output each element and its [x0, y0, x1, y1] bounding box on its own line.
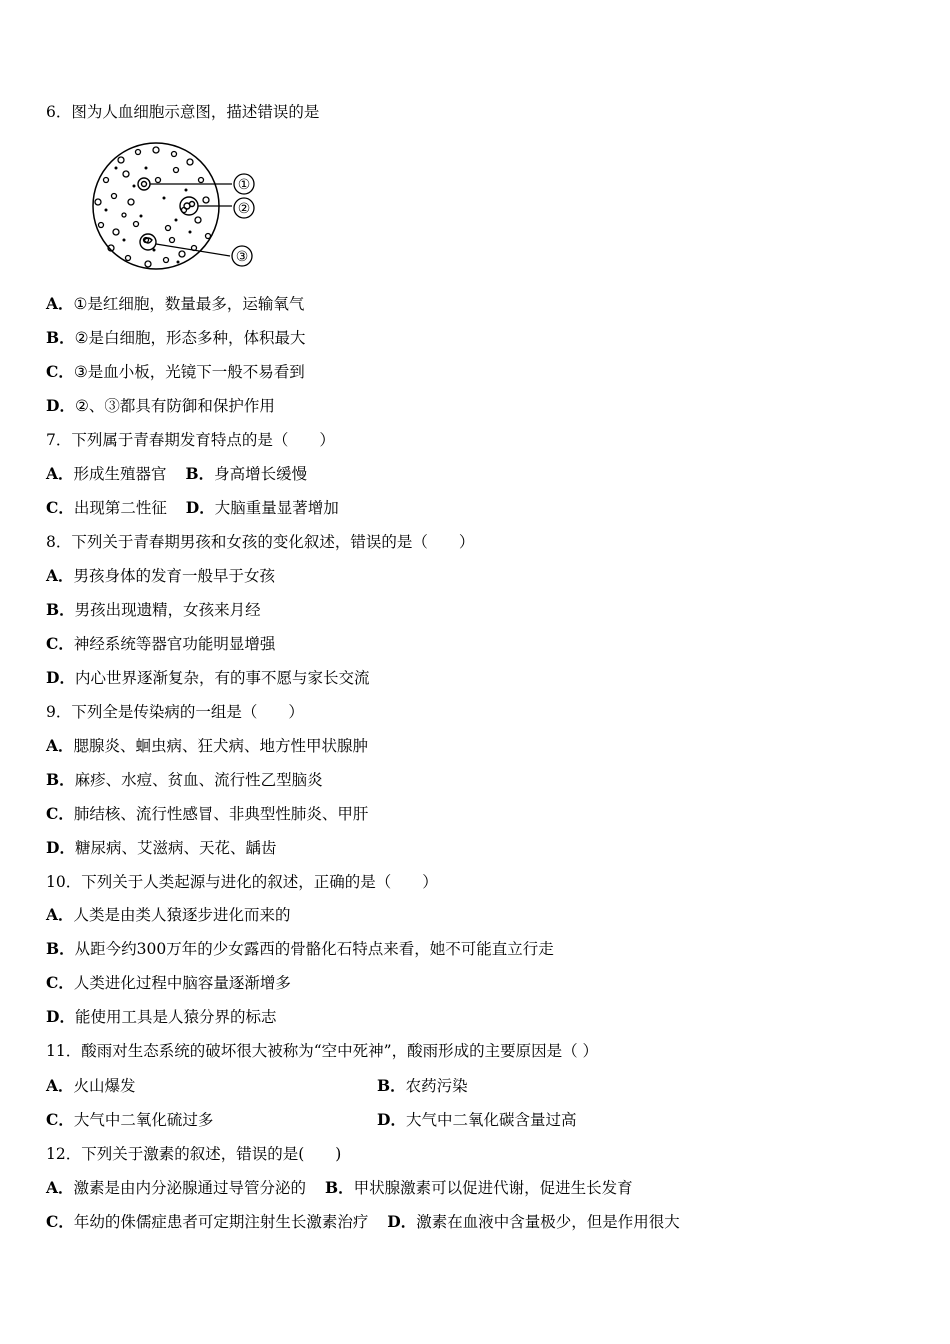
- q12-row-1: [46, 1178, 633, 1198]
- q10-option-c[interactable]: [46, 973, 291, 993]
- option-text: 糖尿病、艾滋病、天花、龋齿: [74, 839, 277, 857]
- q8-stem: 8．下列关于青春期男孩和女孩的变化叙述，错误的是（ ）: [46, 533, 475, 551]
- q7-option-c[interactable]: [46, 499, 167, 517]
- q9-option-d[interactable]: [46, 838, 276, 858]
- q10-option-b[interactable]: [46, 939, 554, 959]
- q6-stem: 6．图为人血细胞示意图，描述错误的是: [46, 103, 320, 121]
- option-key: C．: [46, 498, 74, 517]
- option-key: D．: [46, 1007, 75, 1026]
- option-text: 腮腺炎、蛔虫病、狂犬病、地方性甲状腺肿: [73, 737, 369, 755]
- option-key: C．: [46, 1110, 74, 1129]
- option-key: D．: [46, 668, 75, 687]
- option-text: ②、③都具有防御和保护作用: [74, 397, 275, 415]
- option-key: A．: [46, 464, 74, 483]
- option-text: 男孩身体的发育一般早于女孩: [73, 567, 276, 585]
- option-key: C．: [46, 634, 74, 653]
- q10-stem: 10．下列关于人类起源与进化的叙述，正确的是（ ）: [46, 873, 438, 891]
- q9-stem: 9．下列全是传染病的一组是（ ）: [46, 703, 304, 721]
- option-text: ③是血小板，光镜下一般不易看到: [73, 363, 305, 381]
- option-text: 人类进化过程中脑容量逐渐增多: [73, 974, 291, 992]
- option-text: 内心世界逐渐复杂，有的事不愿与家长交流: [74, 669, 370, 687]
- option-text: ①是红细胞，数量最多，运输氧气: [73, 295, 305, 313]
- q12-stem: 12．下列关于激素的叙述，错误的是( ): [46, 1145, 342, 1163]
- q11-option-a[interactable]: [46, 1076, 136, 1096]
- option-key: C．: [46, 362, 74, 381]
- option-key: B．: [46, 770, 75, 789]
- option-text: 甲状腺激素可以促进代谢，促进生长发育: [353, 1179, 633, 1197]
- option-key: A．: [46, 905, 74, 924]
- q11-option-b[interactable]: [377, 1076, 468, 1096]
- q7-row-2: [46, 498, 339, 518]
- option-key: B．: [377, 1076, 406, 1095]
- q7-option-b[interactable]: [185, 465, 307, 483]
- q8-option-b[interactable]: [46, 600, 261, 620]
- q6-option-b[interactable]: [46, 328, 306, 348]
- q12-row-2: [46, 1212, 680, 1232]
- q12-option-c[interactable]: [46, 1213, 368, 1231]
- q9-option-a[interactable]: [46, 736, 368, 756]
- q8-option-a[interactable]: [46, 566, 275, 586]
- option-text: 大气中二氧化硫过多: [73, 1111, 214, 1129]
- q7-option-d[interactable]: [186, 499, 339, 517]
- q7-option-a[interactable]: [46, 465, 167, 483]
- option-text: 年幼的侏儒症患者可定期注射生长激素治疗: [73, 1213, 369, 1231]
- option-text: 从距今约300万年的少女露西的骨骼化石特点来看，她不可能直立行走: [74, 940, 554, 958]
- q6-option-a[interactable]: [46, 294, 304, 314]
- option-key: C．: [46, 973, 74, 992]
- option-key: A．: [46, 1178, 74, 1197]
- option-key: B．: [46, 939, 75, 958]
- option-key: B．: [324, 1178, 354, 1197]
- option-text: 男孩出现遗精，女孩来月经: [74, 601, 261, 619]
- option-key: D．: [46, 396, 75, 415]
- option-key: A．: [46, 736, 74, 755]
- option-text: 肺结核、流行性感冒、非典型性肺炎、甲肝: [73, 805, 369, 823]
- q12-option-d[interactable]: [387, 1213, 679, 1231]
- option-text: ②是白细胞，形态多种，体积最大: [74, 329, 306, 347]
- option-text: 麻疹、水痘、贫血、流行性乙型脑炎: [74, 771, 323, 789]
- option-text: 激素是由内分泌腺通过导管分泌的: [73, 1179, 307, 1197]
- label-2: ②: [237, 201, 251, 217]
- q12-option-b[interactable]: [325, 1179, 633, 1197]
- option-key: D．: [377, 1110, 406, 1129]
- option-text: 神经系统等器官功能明显增强: [73, 635, 276, 653]
- option-text: 农药污染: [405, 1077, 468, 1095]
- q7-stem: 7．下列属于青春期发育特点的是（ ）: [46, 431, 335, 449]
- option-text: 身高增长缓慢: [214, 465, 308, 483]
- option-key: A．: [46, 1076, 74, 1095]
- label-1: ①: [237, 177, 251, 193]
- q6-option-c[interactable]: [46, 362, 305, 382]
- option-text: 大气中二氧化碳含量过高: [405, 1111, 577, 1129]
- q8-option-d[interactable]: [46, 668, 369, 688]
- option-key: B．: [46, 328, 75, 347]
- label-3: ③: [235, 249, 249, 265]
- option-key: C．: [46, 804, 74, 823]
- blood-smear-diagram: [86, 140, 266, 275]
- q12-option-a[interactable]: [46, 1179, 306, 1197]
- option-key: D．: [387, 1212, 417, 1231]
- q11-option-d[interactable]: [377, 1110, 576, 1130]
- q9-option-c[interactable]: [46, 804, 368, 824]
- q10-option-a[interactable]: [46, 905, 291, 925]
- option-key: B．: [46, 600, 75, 619]
- q10-option-d[interactable]: [46, 1007, 276, 1027]
- q8-option-c[interactable]: [46, 634, 275, 654]
- option-key: C．: [46, 1212, 74, 1231]
- q11-stem: 11．酸雨对生态系统的破坏很大被称为“空中死神”，酸雨形成的主要原因是（ ）: [46, 1042, 599, 1060]
- q9-option-b[interactable]: [46, 770, 323, 790]
- option-key: A．: [46, 566, 74, 585]
- option-text: 出现第二性征: [73, 499, 167, 517]
- option-text: 大脑重量显著增加: [214, 499, 339, 517]
- blood-cell-figure: [86, 140, 266, 275]
- q11-option-c[interactable]: [46, 1110, 213, 1130]
- option-text: 能使用工具是人猿分界的标志: [74, 1008, 277, 1026]
- option-key: D．: [185, 498, 215, 517]
- q6-option-d[interactable]: [46, 396, 275, 416]
- option-key: A．: [46, 294, 74, 313]
- option-text: 形成生殖器官: [73, 465, 167, 483]
- option-text: 火山爆发: [73, 1077, 136, 1095]
- option-text: 激素在血液中含量极少，但是作用很大: [416, 1213, 680, 1231]
- q7-row-1: [46, 464, 307, 484]
- option-key: D．: [46, 838, 75, 857]
- option-key: B．: [185, 464, 215, 483]
- option-text: 人类是由类人猿逐步进化而来的: [73, 906, 291, 924]
